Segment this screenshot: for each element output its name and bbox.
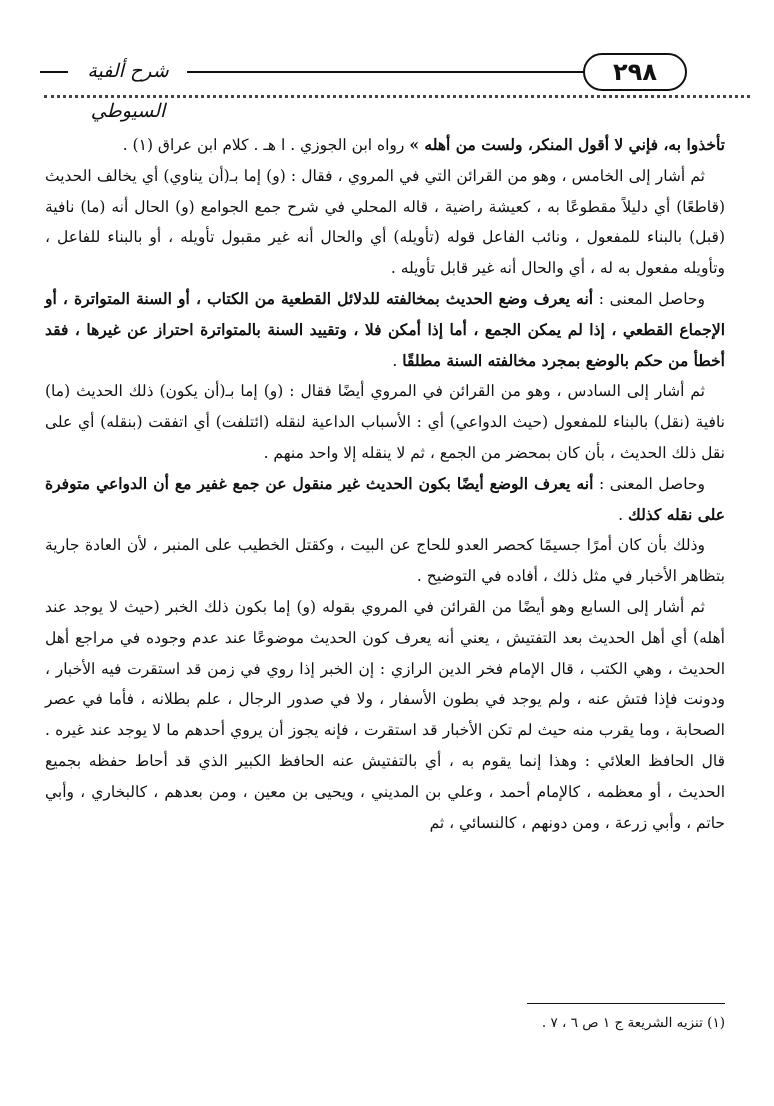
paragraph bbox=[45, 284, 725, 376]
footnote-separator bbox=[527, 1003, 725, 1004]
page-header bbox=[40, 45, 752, 122]
paragraph: ثم أشار إلى الخامس ، وهو من القرائن التي في المروي ، فقال : (و) إما بـ(أن يناوي) أي يخالف الحديث (قاطعًا) أي دليلاً مقطوعًا به ، كعيشة راضية ، قاله المحلي في شرح جمع الجوامع (و) الحال أنه (ما) نافية (قبل) بالبناء للمفعول ، ونائب الفاعل قوله (تأويله) أي والحال أنه غير مقبول تأويله ، أو بالبناء للفاعل ، وتأويله مفعول به له ، أي والحال أنه غير قابل تأويله . bbox=[45, 166, 725, 278]
paragraph: ثم أشار إلى السابع وهو أيضًا من القرائن في المروي بقوله (و) إما بكون ذلك الخبر (حيث لا يوجد عند أهله) أي أهل الحديث بعد التفتيش ، يعني أنه يعرف كون الحديث موضوعًا عند عدم وجوده في مراجع أهل الحديث ، وهي الكتب ، قال الإمام فخر الدين الرازي : إن الخبر إذا روي في زمن قد استقرت فيه الأخبار ، ودونت فإذا فتش عنه ، ولم يوجد في بطون الأسفار ، ولا في صدور الرجال ، علم بطلانه ، فأما في عصر الصحابة ، وما يقرب منه حيث لم تكن الأخبار قد استقرت ، فإنه يجوز أن يروي أحدهم ما لا يوجد عند غيره . قال الحافظ العلائي : وهذا إنما يقوم به ، أي بالتفتيش عنه الحافظ الكبير الذي قد أحاط حفظه بجميع الحديث ، أو معظمه ، كالإمام أحمد ، وعلي بن المديني ، ويحيى بن معين ، ومن بعدهم ، كالبخاري ، وأبي حاتم ، وأبي زرعة ، ومن دونهم ، كالنسائي ، ثم bbox=[45, 597, 725, 832]
header-dotted-divider bbox=[44, 95, 750, 102]
text-span: وحاصل المعنى : bbox=[593, 474, 705, 493]
bold-span: تأخذوا به، فإني لا أقول المنكر، ولست من أهله » bbox=[409, 135, 725, 154]
main-text bbox=[45, 130, 725, 838]
text-span: . bbox=[392, 351, 403, 370]
header-rule bbox=[187, 71, 599, 73]
paragraph bbox=[45, 469, 725, 531]
footnote: (١) تنزيه الشريعة ج ١ ص ٦ ، ٧ . bbox=[541, 1015, 725, 1031]
bold-span: أنه يعرف وضع الحديث بمخالفته للدلائل القطعية من الكتاب ، أو السنة المتواترة ، أو الإجماع القطعي ، إذا لم يمكن الجمع ، أما إذا أمكن فلا ، وتقييد السنة بالمتواترة احتراز عن غيرها ، فقد أخطأ من حكم بالوضع بمجرد مخالفته السنة مطلقًا bbox=[45, 288, 725, 370]
text-span: . bbox=[618, 505, 628, 524]
page-number: ٢٩٨ bbox=[583, 53, 687, 91]
text-span: رواه ابن الجوزي . ا هـ . كلام ابن عراق (١) . bbox=[122, 136, 410, 154]
paragraph bbox=[45, 130, 725, 161]
running-title: شرح ألفية السيوطي bbox=[87, 60, 169, 122]
paragraph: وذلك بأن كان أمرًا جسيمًا كحصر العدو للحاج عن البيت ، وكقتل الخطيب على المنبر ، لأن العادة جارية بتظاهر الأخبار في مثل ذلك ، أفاده في التوضيح . bbox=[45, 536, 725, 586]
text-span: وحاصل المعنى : bbox=[593, 289, 705, 308]
bold-span: أنه يعرف الوضع أيضًا بكون الحديث غير منقول عن جمع غفير مع أن الدواعي متوفرة على نقله كذلك bbox=[45, 473, 725, 524]
paragraph: ثم أشار إلى السادس ، وهو من القرائن في المروي أيضًا فقال : (و) إما بـ(أن يكون) ذلك الحديث (ما) نافية (نقل) بالبناء للمفعول (حيث الدواعي) أي : الأسباب الداعية لنقله (ائتلفت) أي اتفقت (بنقله) أي على نقل ذلك الحديث ، بأن كان بمحضر من الجمع ، ثم لا ينقله إلا واحد منهم . bbox=[45, 382, 725, 462]
header-rule-left bbox=[40, 71, 68, 73]
